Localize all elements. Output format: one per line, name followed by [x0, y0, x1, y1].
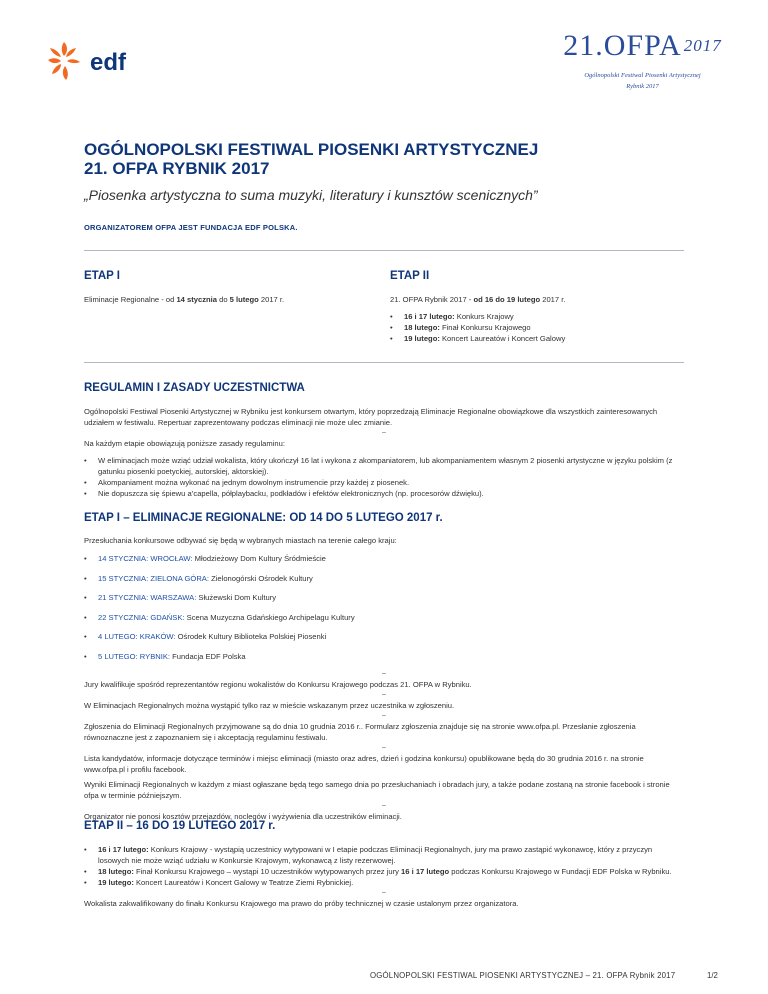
etap1-paragraph: Lista kandydatów, informacje dotyczące terminów i miejsc eliminacji (miasto oraz adres, dzień i godzina konkursu) opublikowane będą do 30 grudnia 2016 r. na stronie www.ofpa.pl i profilu facebook. — [84, 754, 644, 774]
divider — [84, 250, 684, 251]
motto-quote: „Piosenka artystyczna to suma muzyki, literatury i kunsztów scenicznych” — [84, 187, 538, 203]
list-item: • 16 i 17 lutego: Konkurs Krajowy — [390, 311, 690, 322]
separator: – — [382, 712, 386, 719]
rules-heading: REGULAMIN I ZASADY UCZESTNICTWA — [84, 382, 305, 394]
etap1-lead: Przesłuchania konkursowe odbywać się będą w wybranych miastach na terenie całego kraju: — [84, 536, 397, 545]
etap1-paragraph: Wyniki Eliminacji Regionalnych w każdym z miast ogłaszane będą tego samego dnia po przesłuchaniach i obradach jury, a także podane zostaną na stronie facebook i stronie ofpa w terminie późniejszym. — [84, 780, 670, 800]
edf-flame-icon — [44, 40, 164, 84]
list-item: • W eliminacjach może wziąć udział wokalista, który ukończył 16 lat i wykona z akompaniatorem, lub akompaniamentem własnym 2 piosenki artystyczne w języku polskim (z gatunku piosenki poetyckiej, autorskiej, aktorskiej). — [84, 455, 684, 477]
svg-text:edf: edf — [90, 49, 126, 76]
etap2-heading: ETAP II – 16 DO 19 LUTEGO 2017 r. — [84, 820, 276, 832]
etap1-paragraph: Jury kwalifikuje spośród reprezentantów regionu wokalistów do Konkursu Krajowego podczas 21. OFPA w Rybniku. — [84, 680, 472, 689]
stage1-heading: ETAP I — [84, 270, 120, 282]
list-item: • 19 lutego: Koncert Laureatów i Koncert Galowy w Teatrze Ziemi Rybnickiej. — [84, 877, 684, 888]
list-item: • 16 i 17 lutego: Konkurs Krajowy - wystąpią uczestnicy wytypowani w I etapie podczas Eliminacji Regionalnych, jury ma prawo zastąpić wykonawcę, który z przyczyn losowych nie może wziąć udziału w Konkursie Krajowym, wykonawcą z listy rezerwowej. — [84, 844, 684, 866]
stage1-text: Eliminacje Regionalne - od 14 stycznia do 5 lutego 2017 r. — [84, 295, 285, 304]
list-item: • 19 lutego: Koncert Laureatów i Koncert Galowy — [390, 333, 690, 344]
title-line-1: OGÓLNOPOLSKI FESTIWAL PIOSENKI ARTYSTYCZNEJ — [84, 140, 539, 159]
etap2-paragraph: Wokalista zakwalifikowany do finału Konkursu Krajowego ma prawo do próby technicznej w czasie ustalonym przez organizatora. — [84, 899, 519, 908]
separator: – — [382, 744, 386, 751]
etap1-paragraph: Zgłoszenia do Eliminacji Regionalnych przyjmowane są do dnia 10 grudnia 2016 r.. Formularz zgłoszenia znajduje się na stronie www.ofpa.pl. Przesłanie zgłoszenia równoznaczne jest z zapoznaniem się i akceptacją regulaminu festiwalu. — [84, 722, 636, 742]
list-item: • 14 STYCZNIA: WROCŁAW: Młodzieżowy Dom Kultury Śródmieście — [84, 553, 684, 564]
etap1-body — [84, 535, 684, 822]
stage2-text: 21. OFPA Rybnik 2017 - od 16 do 19 lutego 2017 r. • 16 i 17 lutego: Konkurs Krajowy • 18 lutego: Finał Konkursu Krajowego • 19 lutego: Koncert Laureatów i Koncert Galowy — [390, 294, 690, 344]
rules-intro: Ogólnopolski Festiwal Piosenki Artystycznej w Rybniku jest konkursem otwartym, który poprzedzają Eliminacje Regionalne obowiązkowe dla wszystkich zainteresowanych udziałem w festiwalu. Repertuar zaprezentowany podczas eliminacji nie może ulec zmianie. — [84, 407, 658, 427]
rules-lead: Na każdym etapie obowiązują poniższe zasady regulaminu: — [84, 439, 285, 448]
separator: – — [382, 429, 386, 436]
separator: – — [382, 802, 386, 809]
organizer-note: ORGANIZATOREM OFPA JEST FUNDACJA EDF POLSKA. — [84, 223, 298, 232]
separator: – — [382, 691, 386, 698]
list-item: • 21 STYCZNIA: WARSZAWA: Służewski Dom Kultury — [84, 592, 684, 603]
rules-body — [84, 406, 684, 499]
list-item: • 5 LUTEGO: RYBNIK: Fundacja EDF Polska — [84, 651, 684, 662]
ofpa-logo-year: 2017 — [683, 36, 722, 55]
etap1-heading: ETAP I – ELIMINACJE REGIONALNE: OD 14 DO 5 LUTEGO 2017 r. — [84, 512, 443, 524]
etap1-paragraph: W Eliminacjach Regionalnych można wystąpić tylko raz w mieście wskazanym przez uczestnika w zgłoszeniu. — [84, 701, 455, 710]
list-item: • 18 lutego: Finał Konkursu Krajowego — [390, 322, 690, 333]
separator: – — [382, 670, 386, 677]
divider — [84, 362, 684, 363]
list-item: • Nie dopuszcza się śpiewu a’capella, półplaybacku, podkładów i efektów elektronicznych (np. procesorów dźwięku). — [84, 488, 684, 499]
title-line-2: 21. OFPA RYBNIK 2017 — [84, 159, 270, 178]
stage2-heading: ETAP II — [390, 270, 430, 282]
list-item: • Akompaniament można wykonać na jednym dowolnym instrumencie przy każdej z piosenek. — [84, 477, 684, 488]
list-item: • 4 LUTEGO: KRAKÓW: Ośrodek Kultury Biblioteka Polskiej Piosenki — [84, 631, 684, 642]
ofpa-logo-main: 21.OFPA — [563, 29, 682, 62]
etap1-paragraph: Organizator nie ponosi kosztów przejazdów, noclegów i wyżywienia dla uczestników eliminacji. — [84, 812, 402, 821]
ofpa-logo — [555, 30, 730, 92]
page-title — [84, 140, 538, 178]
ofpa-logo-city: Rybnik 2017 — [626, 83, 659, 90]
separator: – — [382, 889, 386, 896]
ofpa-logo-subtitle: Ogólnopolski Festiwal Piosenki Artystycznej — [584, 72, 701, 79]
etap1-cities-list — [84, 553, 684, 662]
list-item: • 22 STYCZNIA: GDAŃSK: Scena Muzyczna Gdańskiego Archipelagu Kultury — [84, 612, 684, 623]
list-item: • 18 lutego: Finał Konkursu Krajowego – wystąpi 10 uczestników wytypowanych przez jury 16 i 17 lutego podczas Konkursu Krajowego w Fundacji EDF Polska w Rybniku. — [84, 866, 684, 877]
list-item: • 15 STYCZNIA: ZIELONA GÓRA: Zielonogórski Ośrodek Kultury — [84, 573, 684, 584]
page-footer: OGÓLNOPOLSKI FESTIWAL PIOSENKI ARTYSTYCZNEJ – 21. OFPA Rybnik 2017 — [370, 971, 676, 980]
etap2-list — [84, 844, 684, 888]
page-header — [0, 0, 768, 110]
stage2-schedule-list — [390, 311, 690, 344]
edf-logo — [44, 40, 164, 89]
page-number: 1/2 — [707, 971, 718, 980]
rules-list — [84, 455, 684, 499]
etap2-body — [84, 844, 684, 909]
